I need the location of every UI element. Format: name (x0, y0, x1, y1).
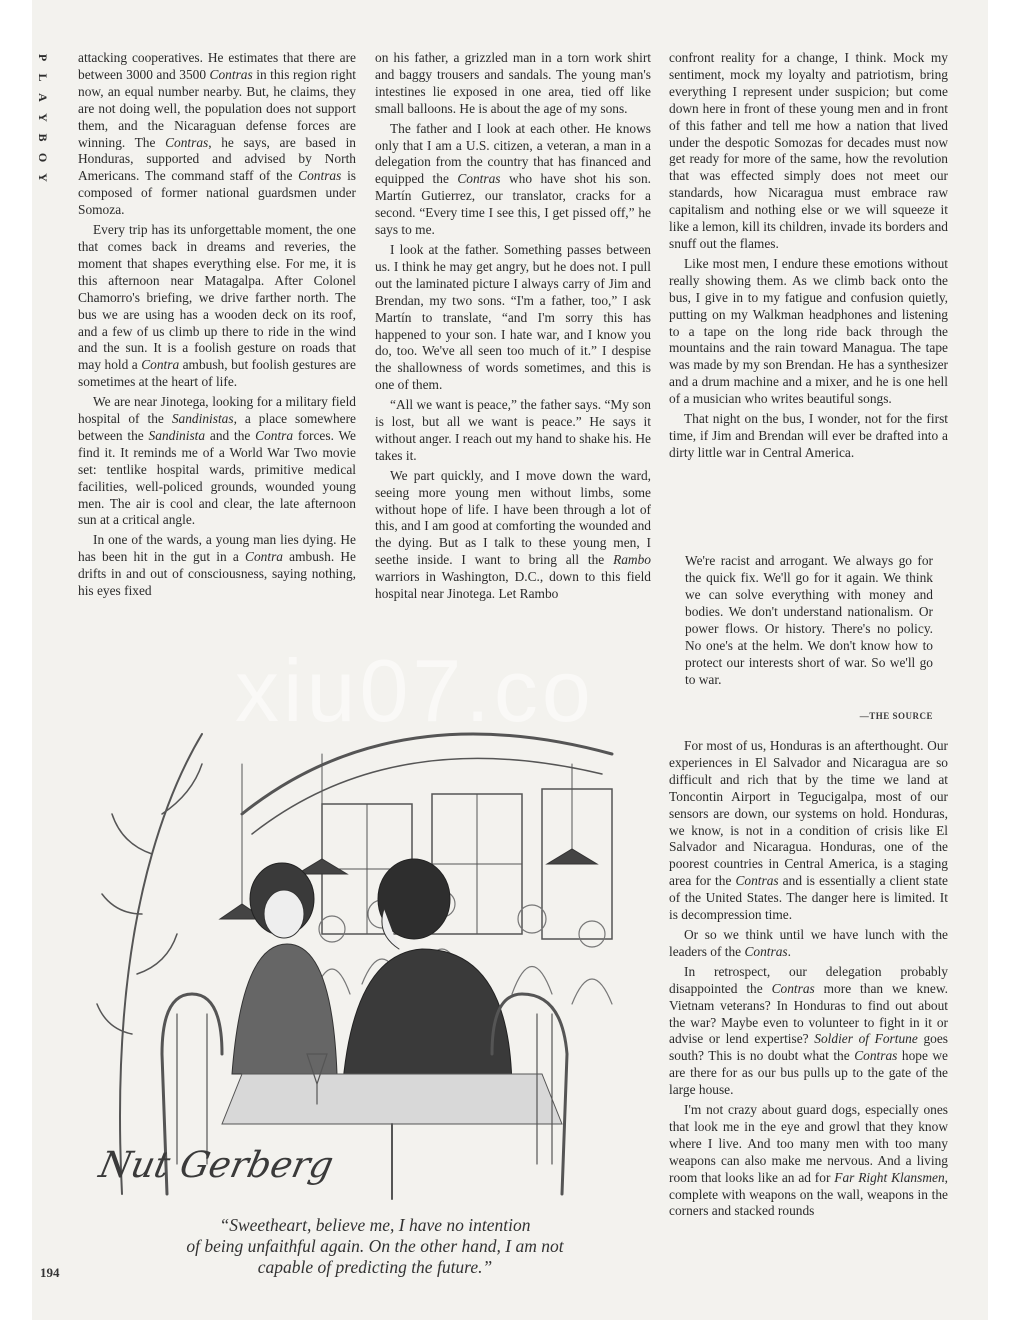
article-column-1 (78, 50, 356, 600)
article-paragraph: I'm not crazy about guard dogs, especially ones that look me in the eye and growl that they know where I live. And too many men with too many weapons can also make me nervous. And a living room that looks like an ad for Far Right Klansmen, complete with weapons on the wall, weapons in the corners and stacked rounds (669, 1102, 948, 1219)
right-margin (988, 0, 1020, 1320)
artist-signature: Nut Gerberg (95, 1145, 337, 1186)
watermark: xiu07.co (235, 641, 595, 740)
caption-line: of being unfaithful again. On the other hand, I am not (186, 1236, 564, 1256)
running-head-letter: A (36, 93, 50, 103)
caption-line: “Sweetheart, believe me, I have no intention (219, 1215, 531, 1235)
running-head-letter: O (36, 152, 50, 164)
running-head-letter: Y (36, 113, 50, 123)
article-paragraph: In one of the wards, a young man lies dying. He has been hit in the gut in a Contra ambush. He drifts in and out of consciousness, saying nothing, his eyes fixed (78, 532, 356, 599)
article-paragraph: “All we want is peace,” the father says. “My son is lost, but all we want is peace.” He says it without anger. I reach out my hand to shake his. He takes it. (375, 397, 651, 463)
article-paragraph: on his father, a grizzled man in a torn work shirt and baggy trousers and sandals. The young man's intestines lie exposed in one area, tied off like small balloons. He is about the age of my sons. (375, 50, 651, 116)
article-paragraph: We part quickly, and I move down the ward, seeing more young men without limbs, some without hope of life. I have been through a lot of this, and I am good at comforting the wounded and the dying. But as I talk to these young men, I seethe inside. I want to bring all the Rambo warriors in Washington, D.C., down to this field hospital near Jinotega. Let Rambo (375, 467, 651, 602)
pull-quote-attribution: —THE SOURCE (859, 711, 933, 721)
running-head-letter: B (36, 133, 50, 143)
article-paragraph: Like most men, I endure these emotions without really showing them. As we climb back onto the bus, I give in to my fatigue and confusion quietly, putting on my Walkman headphones and listening to a tape on the long ride back through the mountains and the rain toward Managua. The tape was made by my son Brendan. He has a synthesizer and a drum machine and a mixer, and he is one hell of a musician who writes beautiful songs. (669, 255, 948, 407)
pull-quote-text: We're racist and arrogant. We always go for the quick fix. We'll go for it again. We think we can solve everything with money and bodies. We don't understand nationalism. Or power flows. Or history. There's no policy. No one's at the helm. We don't know how to protect our interests short of war. So we'll go to war. (685, 553, 933, 687)
caption-line: capable of predicting the future.” (257, 1257, 493, 1277)
running-head-letter: Y (36, 173, 50, 183)
running-head-letter: L (36, 73, 50, 83)
article-paragraph: We are near Jinotega, looking for a military field hospital of the Sandinistas, a place somewhere between the Sandinista and the Contra forces. We find it. It reminds me of a World War Two movie set: tentlike hospital wards, primitive medical facilities, well-policed grounds, wounded young men. The air is cool and clear, the late afternoon sun at a critical angle. (78, 394, 356, 528)
running-head (36, 48, 50, 188)
running-head-letter: P (36, 53, 50, 63)
article-column-2 (375, 50, 651, 603)
article-paragraph: For most of us, Honduras is an afterthought. Our experiences in El Salvador and Nicaragua are so difficult and rich that by the time we land at Toncontin Airport in Tegucigalpa, most of our sensors are down, our systems on hold. Honduras, we know, is not in a condition of crisis like El Salvador and Nicaragua. Honduras, one of the poorest countries in Central America, is a staging area for the Contras and is essentially a client state of the United States. The danger here is limited. It is decompression time. (669, 738, 948, 923)
page-number: 194 (40, 1265, 60, 1280)
article-column-3-continued (669, 738, 948, 1220)
cartoon-illustration (92, 694, 640, 1204)
article-paragraph: The father and I look at each other. He knows only that I am a U.S. citizen, a veteran, a man in a delegation from the country that has financed and equipped the Contras who have shot his son. Martín Gutierrez, our translator, cracks for a second. “Every time I see this, I get pissed off,” he says to me. (375, 120, 651, 238)
article-paragraph: attacking cooperatives. He estimates that there are between 3000 and 3500 Contras in this region right now, an equal number nearby. But, he claims, they are not doing well, the population does not support them, and the Nicaraguan defense forces are winning. The Contras, he says, are based in Honduras, supported and advised by North Americans. The command staff of the Contras is composed of former national guardsmen under Somoza. (78, 50, 357, 218)
pull-quote (685, 552, 933, 688)
article-paragraph: That night on the bus, I wonder, not for the first time, if Jim and Brendan will ever be drafted into a dirty little war in Central America. (669, 411, 948, 460)
article-paragraph: In retrospect, our delegation probably disappointed the Contras more than we knew. Vietnam veterans? In Honduras to find out about the war? Maybe even to volunteer to fight in it or advise or lend expertise? Soldier of Fortune goes south? This is no doubt what the Contras hope we are there for as our bus pulls up to the gate of the large house. (669, 963, 949, 1098)
article-paragraph: Every trip has its unforgettable moment, the one that comes back in dreams and reveries, the moment that shapes everything else. For me, it is this afternoon near Matagalpa. After Colonel Chamorro's briefing, we drive farther north. The bus we are using has a wooden deck on its roof, and a few of us climb up there to ride in the wind and the sun. It is a foolish gesture on roads that may hold a Contra ambush, but foolish gestures are sometimes at the heart of life. (78, 222, 356, 390)
article-paragraph: Or so we think until we have lunch with the leaders of the Contras. (669, 926, 948, 959)
article-column-3 (669, 50, 948, 462)
left-margin (0, 0, 32, 1320)
cartoon-caption (120, 1215, 630, 1278)
article-paragraph: confront reality for a change, I think. Mock my sentiment, mock my loyalty and patriotism, bring everything I represent under suspicion; but come down here in front of these young men and in front of this father and tell me how a nation that lived under the despotic Somozas for decades must now get ready for more of the same, how the revolution that was effected simply does not meet our standards, how Nicaragua must embrace raw capitalism and nothing else or we will squeeze it like a lemon, kill its children, invade its borders and snuff out the flames. (669, 50, 948, 251)
article-paragraph: I look at the father. Something passes between us. I think he may get angry, but he does not. I pull out the laminated picture I always carry of Jim and Brendan, my two sons. “I'm a father, too,” I ask Martín to translate, “and I'm sorry this has happened to your son. I hate war, and I know you do, too. We've all seen too much of it.” I despise the shallowness of words sometimes, and this is one of them. (375, 241, 651, 393)
